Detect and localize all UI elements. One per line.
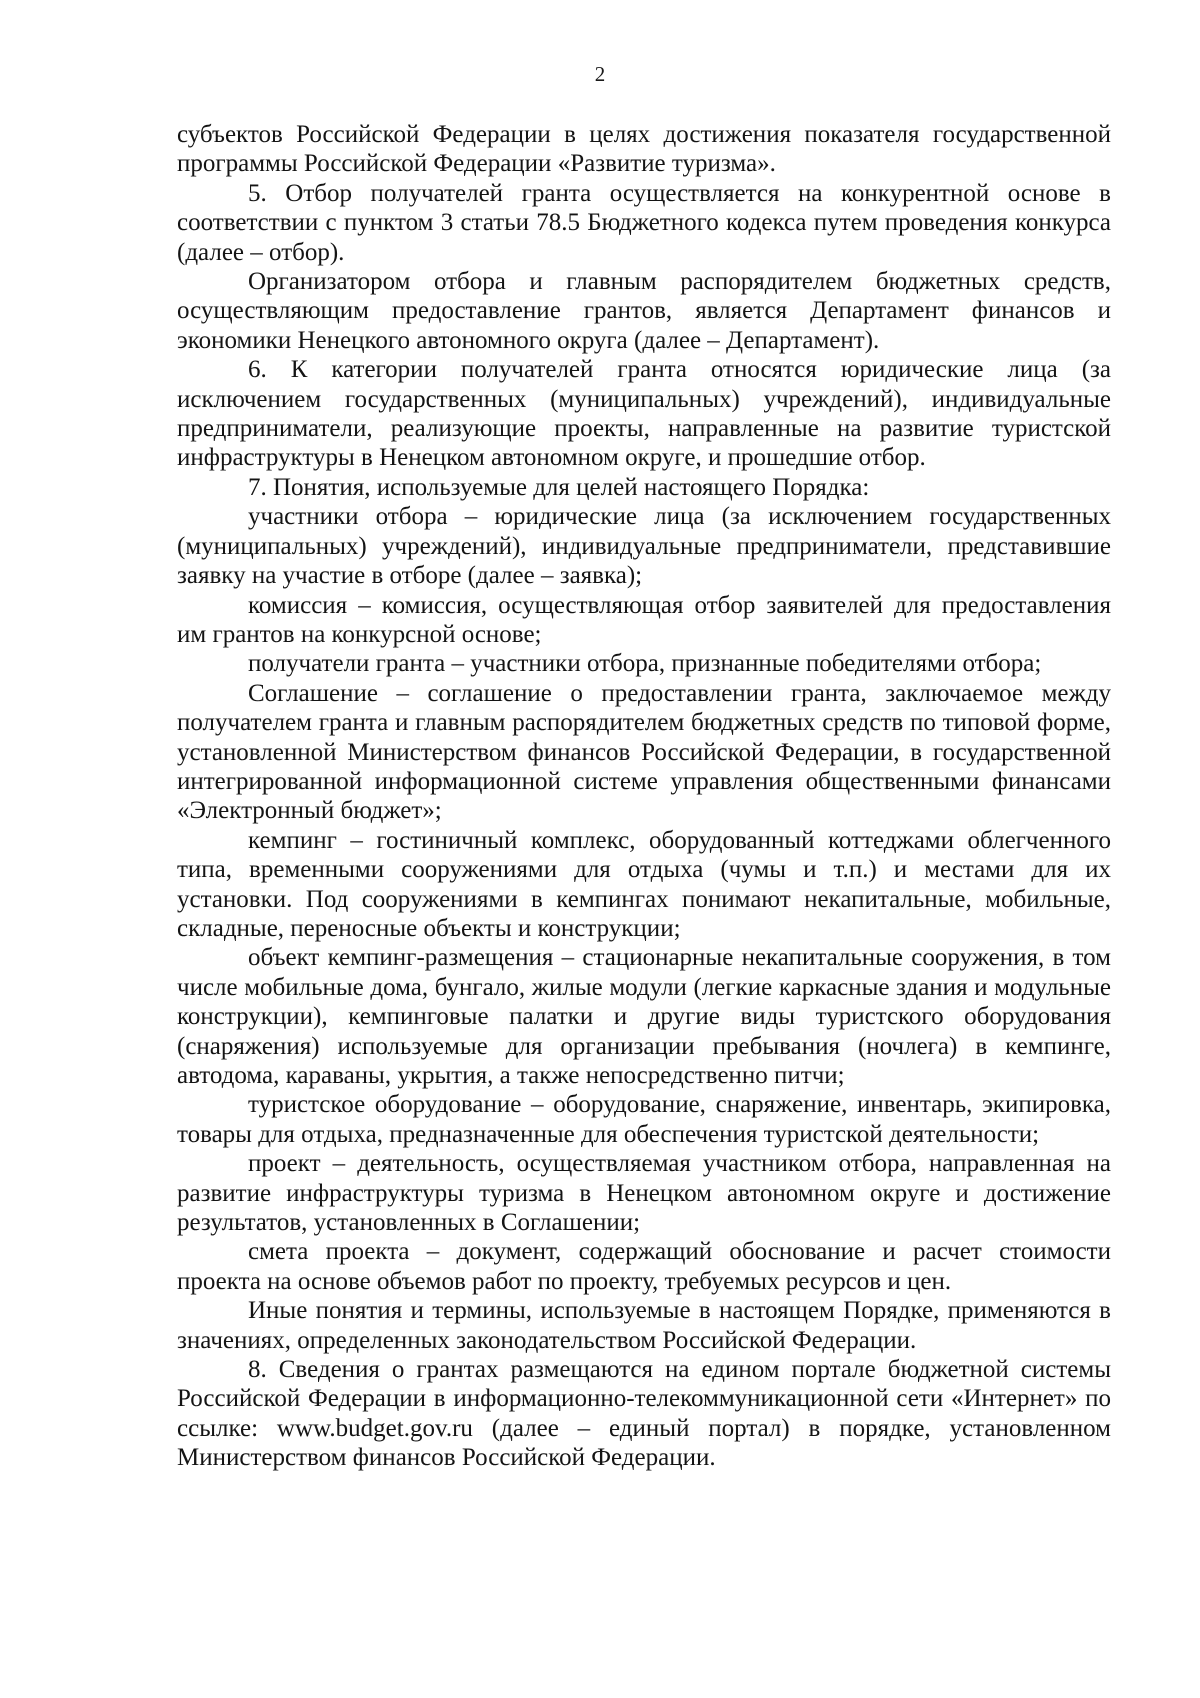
- page-number: 2: [594, 62, 606, 86]
- paragraph-item-5: 5. Отбор получателей гранта осуществляется на конкурентной основе в соответствии с пунктом 3 статьи 78.5 Бюджетного кодекса путем проведения конкурса (далее – отбор).: [177, 179, 1111, 266]
- document-body: [177, 120, 1111, 1473]
- definition-project: проект – деятельность, осуществляемая участником отбора, направленная на развитие инфраструктуры туризма в Ненецком автономном округе и достижение результатов, установленных в Соглашении;: [177, 1150, 1111, 1237]
- paragraph-item-8: 8. Сведения о грантах размещаются на едином портале бюджетной системы Российской Федерации в информационно-телекоммуникационной сети «Интернет» по ссылке: www.budget.gov.ru (далее – единый портал) в порядке, установленном Министерством финансов Российской Федерации.: [177, 1356, 1111, 1472]
- definition-tourist-equipment: туристское оборудование – оборудование, снаряжение, инвентарь, экипировка, товары для отдыха, предназначенные для обеспечения туристской деятельности;: [177, 1091, 1111, 1148]
- paragraph-organizer: Организатором отбора и главным распорядителем бюджетных средств, осуществляющим предоставление грантов, является Департамент финансов и экономики Ненецкого автономного округа (далее – Департамент).: [177, 268, 1111, 354]
- paragraph-other-terms: Иные понятия и термины, используемые в настоящем Порядке, применяются в значениях, определенных законодательством Российской Федерации.: [177, 1297, 1111, 1354]
- definition-commission: комиссия – комиссия, осуществляющая отбор заявителей для предоставления им грантов на конкурсной основе;: [177, 591, 1111, 648]
- paragraph-item-7: 7. Понятия, используемые для целей настоящего Порядка:: [248, 473, 870, 501]
- definition-participants: участники отбора – юридические лица (за исключением государственных (муниципальных) учреждений), индивидуальные предприниматели, представившие заявку на участие в отборе (далее – заявка);: [177, 503, 1111, 590]
- definition-estimate: смета проекта – документ, содержащий обоснование и расчет стоимости проекта на основе объемов работ по проекту, требуемых ресурсов и цен.: [177, 1238, 1111, 1295]
- definition-camping: кемпинг – гостиничный комплекс, оборудованный коттеджами облегченного типа, временными сооружениями для отдыха (чумы и т.п.) и местами для их установки. Под сооружениями в кемпингах понимают некапитальные, мобильные, складные, переносные объекты и конструкции;: [177, 826, 1111, 942]
- definition-agreement: Соглашение – соглашение о предоставлении гранта, заключаемое между получателем гранта и главным распорядителем бюджетных средств по типовой форме, установленной Министерством финансов Российской Федерации, в государственной интегрированной информационной системе управления общественными финансами «Электронный бюджет»;: [177, 679, 1111, 825]
- definition-recipients: получатели гранта – участники отбора, признанные победителями отбора;: [248, 650, 1042, 678]
- paragraph-item-6: 6. К категории получателей гранта относятся юридические лица (за исключением государственных (муниципальных) учреждений), индивидуальные предприниматели, реализующие проекты, направленные на развитие туристской инфраструктуры в Ненецком автономном округе, и прошедшие отбор.: [177, 356, 1111, 472]
- definition-camping-object: объект кемпинг-размещения – стационарные некапитальные сооружения, в том числе мобильные дома, бунгало, жилые модули (легкие каркасные здания и модульные конструкции), кемпинговые палатки и другие виды туристского оборудования (снаряжения) используемые для организации пребывания (ночлега) в кемпинге, автодома, караваны, укрытия, а также непосредственно питчи;: [177, 944, 1111, 1089]
- paragraph-continuation: субъектов Российской Федерации в целях достижения показателя государственной программы Российской Федерации «Развитие туризма».: [177, 121, 1111, 178]
